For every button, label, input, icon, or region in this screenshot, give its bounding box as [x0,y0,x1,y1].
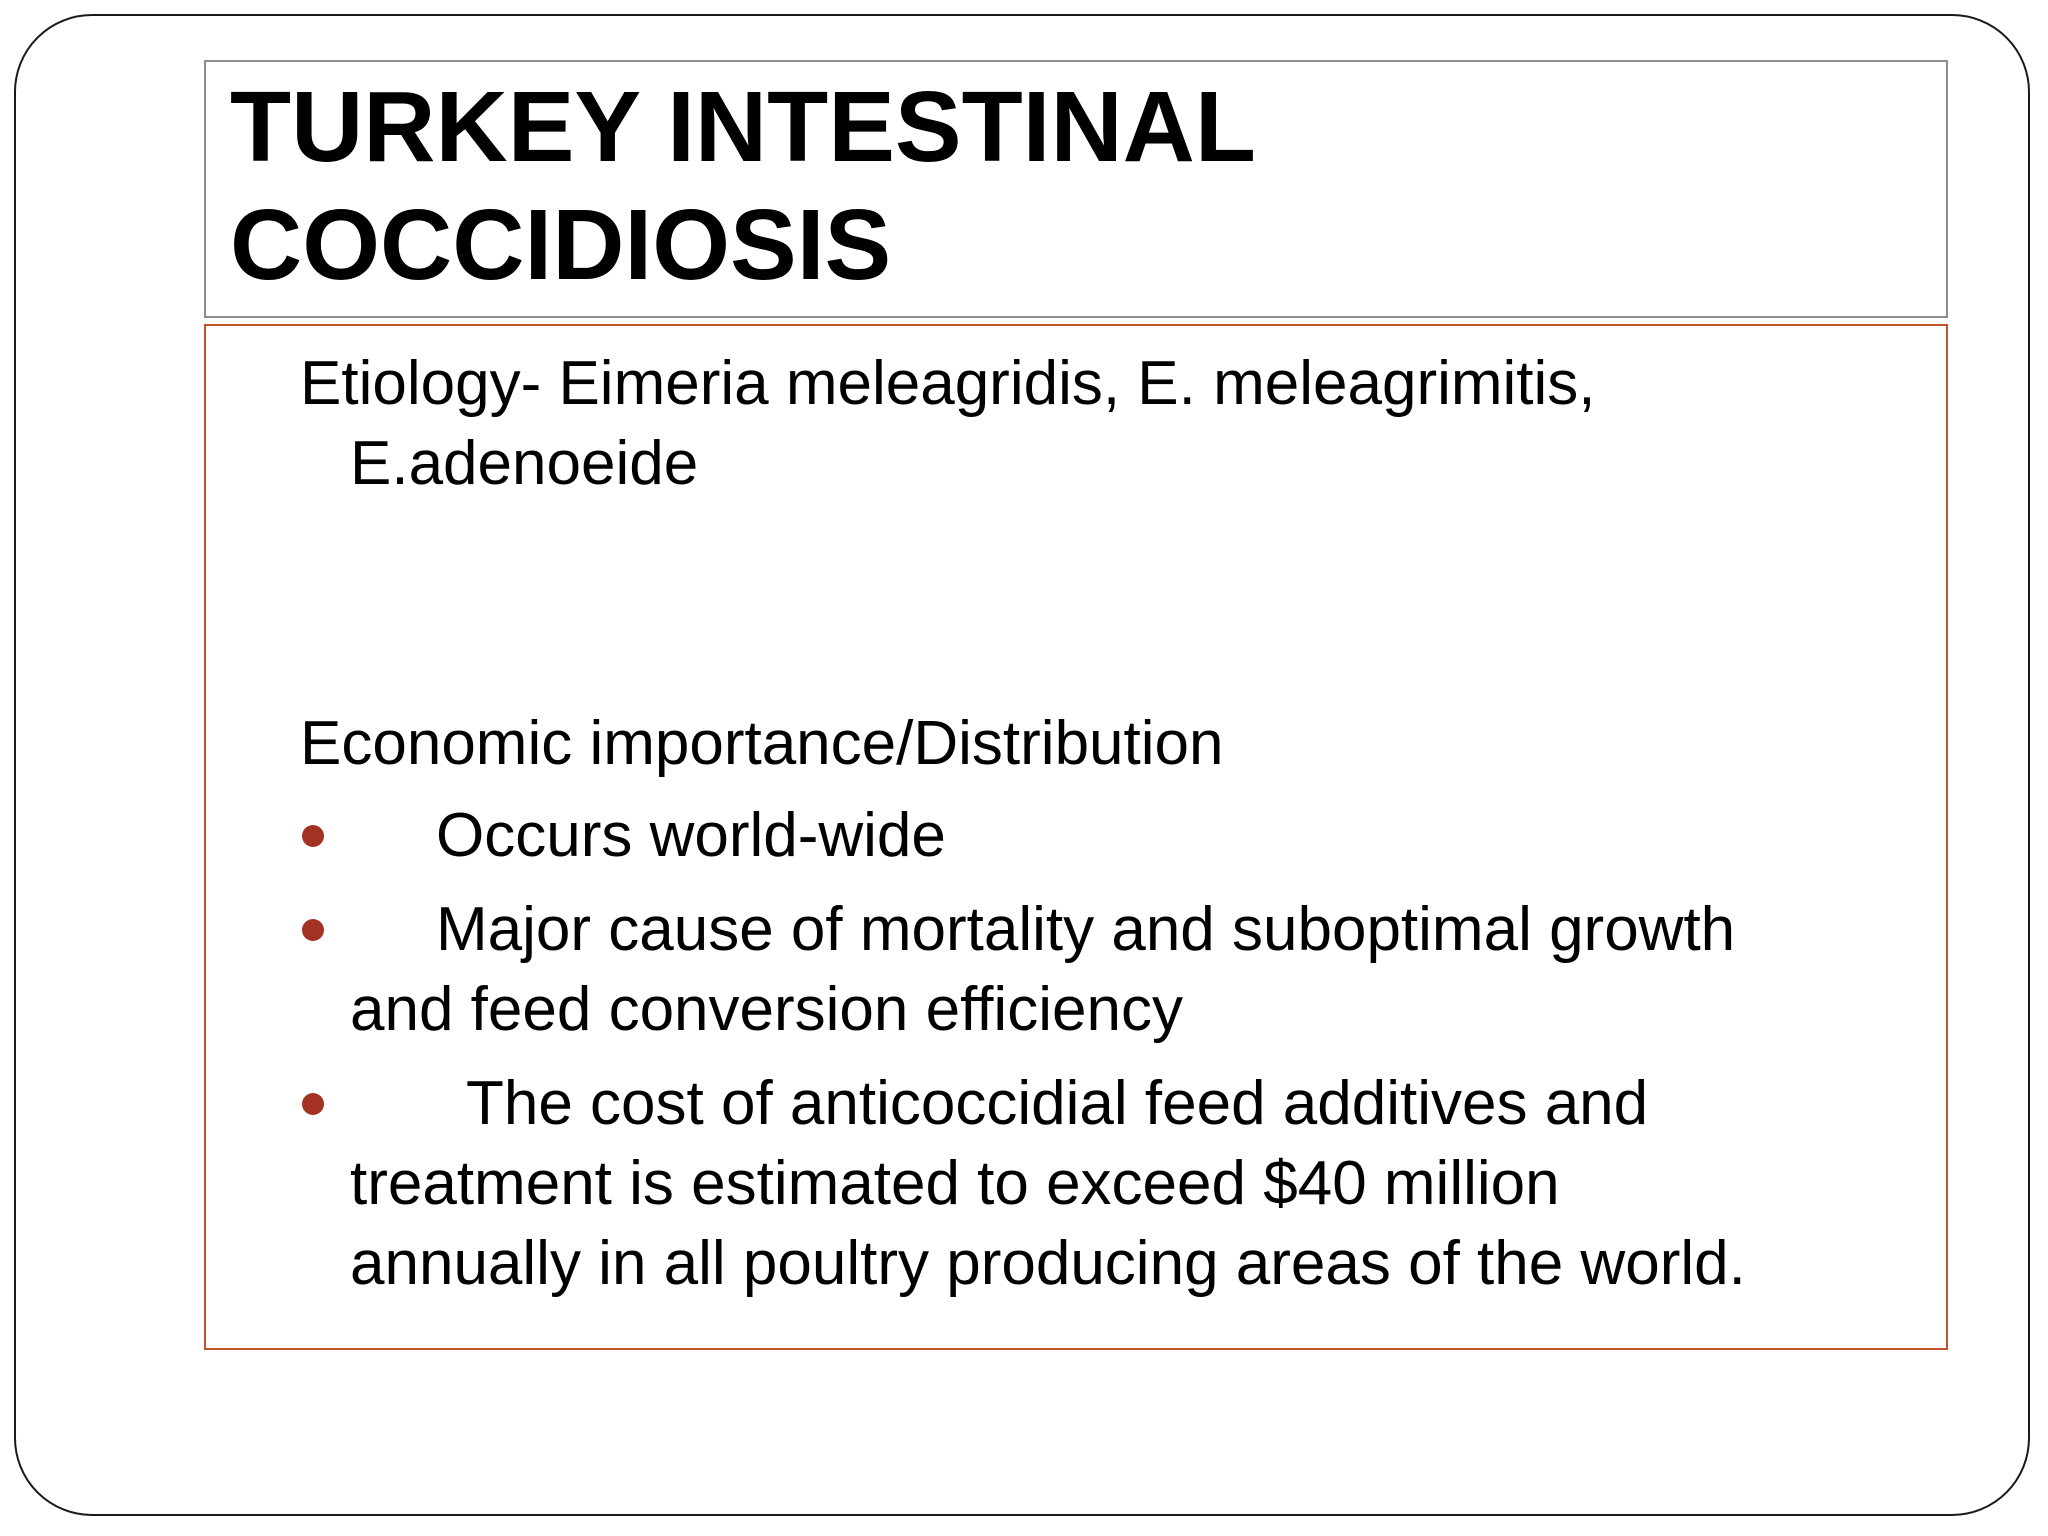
bullet-text-line: The cost of anticoccidial feed additives and [466,1069,1649,1138]
etiology-line-1: Etiology- Eimeria meleagridis, E. meleagrimitis, [300,349,1596,418]
etiology-paragraph [300,344,1596,504]
slide-title-line-1: TURKEY INTESTINAL [230,71,1256,183]
slide-title-line-2: COCCIDIOSIS [230,189,892,301]
bullet-text-line: Major cause of mortality and suboptimal growth [436,895,1736,964]
bullet-item [300,796,946,876]
slide-title [230,68,1256,304]
bullet-item [300,1064,1746,1304]
content-box [204,324,1948,1350]
bullet-text-line: Occurs world-wide [436,801,946,870]
bullet-text-line: and feed conversion efficiency [350,975,1183,1044]
economic-heading: Economic importance/Distribution [300,709,1224,778]
bullet-dot-icon [302,1093,324,1115]
etiology-line-2: E.adenoeide [350,429,699,498]
title-box [204,60,1948,318]
bullet-dot-icon [302,825,324,847]
bullet-item [300,890,1735,1050]
bullet-text-line: treatment is estimated to exceed $40 million [350,1149,1560,1218]
bullet-text-line: annually in all poultry producing areas of the world. [350,1229,1746,1298]
bullet-dot-icon [302,919,324,941]
